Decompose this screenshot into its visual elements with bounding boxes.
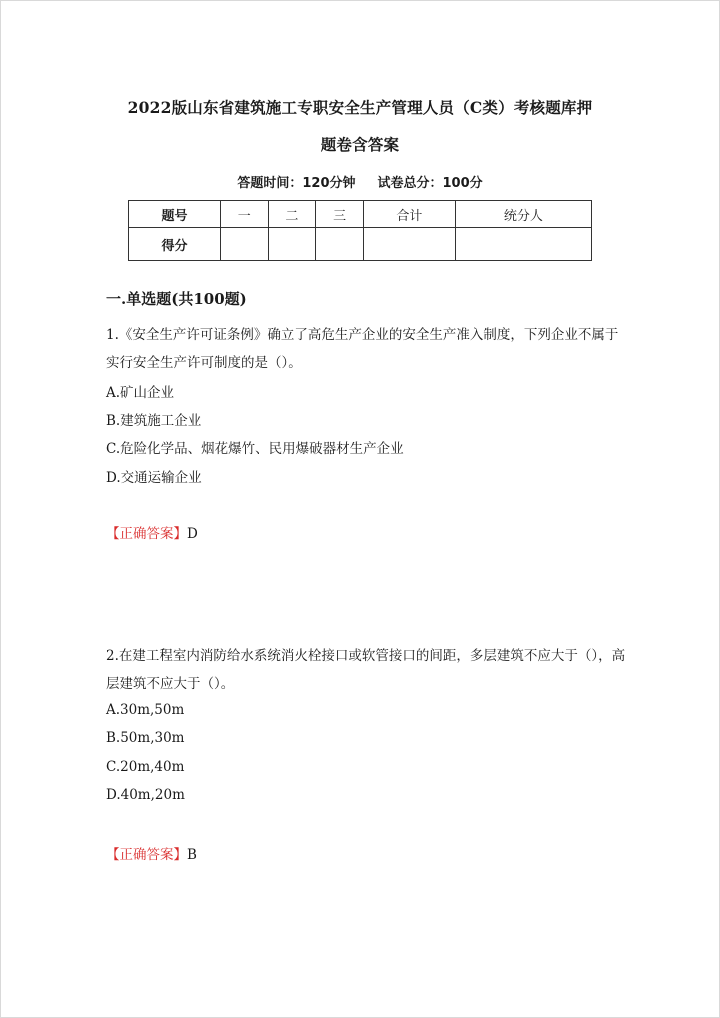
- exam-meta: [0, 172, 720, 191]
- document-title-line-1: 2022版山东省建筑施工专职安全生产管理人员（C类）考核题库押: [127, 98, 593, 117]
- question-option: D.40m,20m: [106, 787, 185, 803]
- score-header-cell: 三: [316, 201, 364, 228]
- correct-answer: [106, 522, 198, 542]
- question-option: A.矿山企业: [106, 385, 175, 401]
- score-header-cell: 合计: [363, 201, 455, 228]
- score-table: [128, 200, 592, 261]
- question-option: B.50m,30m: [106, 730, 185, 746]
- score-header-cell: 题号: [129, 201, 221, 228]
- question-option: D.交通运输企业: [106, 470, 202, 486]
- document-title-line-2: 题卷含答案: [320, 135, 400, 154]
- correct-answer: [106, 843, 197, 863]
- score-table-score-row: [129, 228, 592, 261]
- score-cell: [316, 228, 364, 261]
- question-stem: 2.在建工程室内消防给水系统消火栓接口或软管接口的间距，多层建筑不应大于（），高层建筑不应大于（）。: [106, 648, 626, 692]
- correct-answer-value: B: [187, 847, 197, 863]
- score-header-cell: 二: [268, 201, 316, 228]
- exam-time: 答题时间：120分钟: [237, 176, 356, 191]
- score-cell: [268, 228, 316, 261]
- question-option: B.建筑施工企业: [106, 413, 202, 429]
- score-header-cell: 一: [220, 201, 268, 228]
- question-option: A.30m,50m: [106, 702, 185, 718]
- section-title: 一.单选题(共100题): [106, 290, 247, 308]
- score-cell: [220, 228, 268, 261]
- correct-answer-value: D: [187, 526, 198, 542]
- exam-total-score: 试卷总分：100分: [377, 176, 483, 191]
- question-stem: 1.《安全生产许可证条例》确立了高危生产企业的安全生产准入制度，下列企业不属于实行安全生产许可制度的是（）。: [106, 327, 619, 371]
- score-table-header-row: [129, 201, 592, 228]
- score-cell: [363, 228, 455, 261]
- question-option: C.20m,40m: [106, 759, 185, 775]
- score-header-cell: 统分人: [455, 201, 591, 228]
- correct-answer-label: 【正确答案】: [106, 526, 187, 542]
- question-option: C.危险化学品、烟花爆竹、民用爆破器材生产企业: [106, 441, 404, 457]
- correct-answer-label: 【正确答案】: [106, 847, 187, 863]
- score-cell: [455, 228, 591, 261]
- score-row-label: 得分: [129, 228, 221, 261]
